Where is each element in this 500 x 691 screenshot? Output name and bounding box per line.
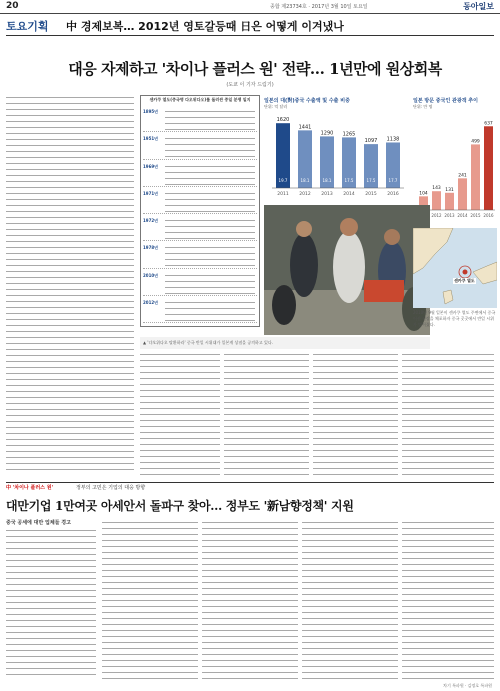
tourist-chart-unit: 단위: 만 명 xyxy=(413,104,433,109)
timeline-date: 1895년 xyxy=(143,109,158,114)
tourist-category-label: 2015 xyxy=(470,213,481,218)
map-label: 센카쿠 열도 xyxy=(454,278,475,283)
tourist-bar xyxy=(471,144,480,210)
tourist-value-label: 131 xyxy=(445,187,454,193)
timeline-item xyxy=(143,243,257,268)
body-column-4 xyxy=(313,352,398,475)
timeline-text xyxy=(165,164,255,185)
timeline-date: 1951년 xyxy=(143,136,158,142)
timeline-text xyxy=(165,300,255,321)
export-value-label: 1290 xyxy=(320,130,334,137)
timeline-item xyxy=(143,107,257,132)
timeline-text xyxy=(165,191,255,212)
export-chart-unit: 단위: 억 달러 xyxy=(264,104,288,109)
timeline-list xyxy=(143,107,257,325)
issue-date: 종합 제23734호 · 2017년 3월 10일 토요일 xyxy=(270,4,368,10)
timeline-date: 1972년 xyxy=(143,218,158,223)
export-ratio-label: 17.5 xyxy=(344,178,354,183)
tourist-value-label: 637 xyxy=(484,121,493,127)
export-category-label: 2012 xyxy=(299,192,311,197)
tourist-chart-title: 일본 방문 중국인 관광객 추이 xyxy=(413,98,478,104)
body-column-3 xyxy=(224,352,309,475)
topic-sub: 정부의 고민은 기업의 대응 방향 xyxy=(76,485,146,491)
export-category-label: 2015 xyxy=(365,192,377,197)
tourist-category-label: 2014 xyxy=(457,213,468,218)
timeline-text xyxy=(165,136,255,157)
second-headline: 대만기업 1만여곳 아세안서 돌파구 찾아… 정부도 '新남향정책' 지원 xyxy=(6,499,354,513)
timeline-item xyxy=(143,216,257,241)
export-value-label: 1265 xyxy=(342,131,356,138)
timeline-title: 센카쿠 열도(중국명 다오위다오)를 둘러싼 중일 분쟁 일지 xyxy=(149,97,251,102)
export-ratio-label: 17.7 xyxy=(388,178,398,183)
tourist-category-label: 2012 xyxy=(431,213,442,218)
masthead: 동아일보 xyxy=(463,1,494,11)
export-chart-plot xyxy=(264,110,409,198)
tourist-value-label: 143 xyxy=(432,186,441,192)
senkaku-map xyxy=(413,228,497,308)
body-column-1 xyxy=(6,95,134,475)
export-category-label: 2016 xyxy=(387,192,399,197)
map-graphic xyxy=(413,228,497,308)
export-category-label: 2013 xyxy=(321,192,333,197)
series-banner xyxy=(6,17,494,36)
export-ratio-label: 19.7 xyxy=(278,178,288,183)
second-body-column-5 xyxy=(402,520,494,680)
timeline-date: 1978년 xyxy=(143,245,158,251)
main-headline: 대응 자제하고 '차이나 플러스 원' 전략… 1년만에 원상회복 xyxy=(68,60,442,78)
tourist-value-label: 241 xyxy=(458,173,467,179)
timeline-item xyxy=(143,271,257,296)
tourist-bar xyxy=(445,193,454,210)
series-tag: 토요기획 xyxy=(6,20,49,33)
export-chart xyxy=(264,97,409,203)
export-value-label: 1138 xyxy=(386,136,400,143)
export-ratio-label: 18.1 xyxy=(322,178,332,183)
timeline-item xyxy=(143,162,257,187)
tourist-value-label: 499 xyxy=(471,139,480,145)
timeline-text xyxy=(165,218,255,239)
second-body-column-4 xyxy=(302,520,398,680)
export-category-label: 2014 xyxy=(343,192,355,197)
second-body-column-3 xyxy=(202,520,298,680)
timeline-text xyxy=(165,273,255,294)
timeline-date: 1971년 xyxy=(143,190,158,196)
tourist-category-label: 2013 xyxy=(444,213,455,218)
timeline-item xyxy=(143,298,257,323)
series-title: 中 경제보복… 2012년 영토갈등때 日은 어떻게 이겨냈나 xyxy=(66,20,344,33)
export-value-label: 1097 xyxy=(364,138,378,145)
export-ratio-label: 17.5 xyxy=(366,178,376,183)
second-byline: 차기 특파원 · 김정호 특파원 xyxy=(443,683,492,688)
tourist-bar xyxy=(458,178,467,210)
main-byline: (도쿄 이 기자 드림기) xyxy=(226,82,274,88)
protest-photo-image xyxy=(264,205,430,335)
tourist-value-label: 104 xyxy=(419,191,428,197)
export-value-label: 1620 xyxy=(276,117,290,124)
tourist-bar xyxy=(432,191,441,210)
second-subhead: 중국 공세에 대만 업체들 경고 xyxy=(6,520,71,526)
photo-caption: ▲ '댜오위다오 탈환하라' 중국 반일 시위대가 일본계 상점을 공격하고 있다. xyxy=(140,337,430,349)
body-column-2 xyxy=(140,352,220,475)
timeline-date: 1969년 xyxy=(143,163,158,169)
second-body-column-2 xyxy=(102,520,198,680)
timeline-text xyxy=(165,109,255,130)
second-body-column-1 xyxy=(6,528,96,680)
topic-label: 中 '차이나 플러스 원' xyxy=(6,485,54,491)
export-category-label: 2011 xyxy=(277,192,289,197)
timeline-text xyxy=(165,245,255,266)
body-column-5 xyxy=(402,352,494,475)
timeline-box xyxy=(140,95,260,327)
timeline-date: 2012년 xyxy=(143,299,158,305)
export-chart-title: 일본의 대(對)중국 수출액 및 수출 비중 xyxy=(264,98,350,104)
timeline-item xyxy=(143,134,257,159)
export-ratio-label: 18.1 xyxy=(300,178,310,183)
page-header xyxy=(0,0,500,14)
page-number: 20 xyxy=(6,1,19,11)
timeline-item xyxy=(143,189,257,214)
map-caption: 2010년 9월 일본이 센카쿠 열도 주변에서 중국 어선 선장을 체포하자 중국 곳곳에서 반일 시위가 벌어졌다. xyxy=(413,310,496,327)
protest-photo xyxy=(264,205,430,335)
timeline-date: 2010년 xyxy=(143,272,158,278)
tourist-bar xyxy=(484,126,493,210)
export-value-label: 1441 xyxy=(298,124,312,131)
topic-bar xyxy=(6,482,494,490)
tourist-category-label: 2016 xyxy=(483,213,494,218)
